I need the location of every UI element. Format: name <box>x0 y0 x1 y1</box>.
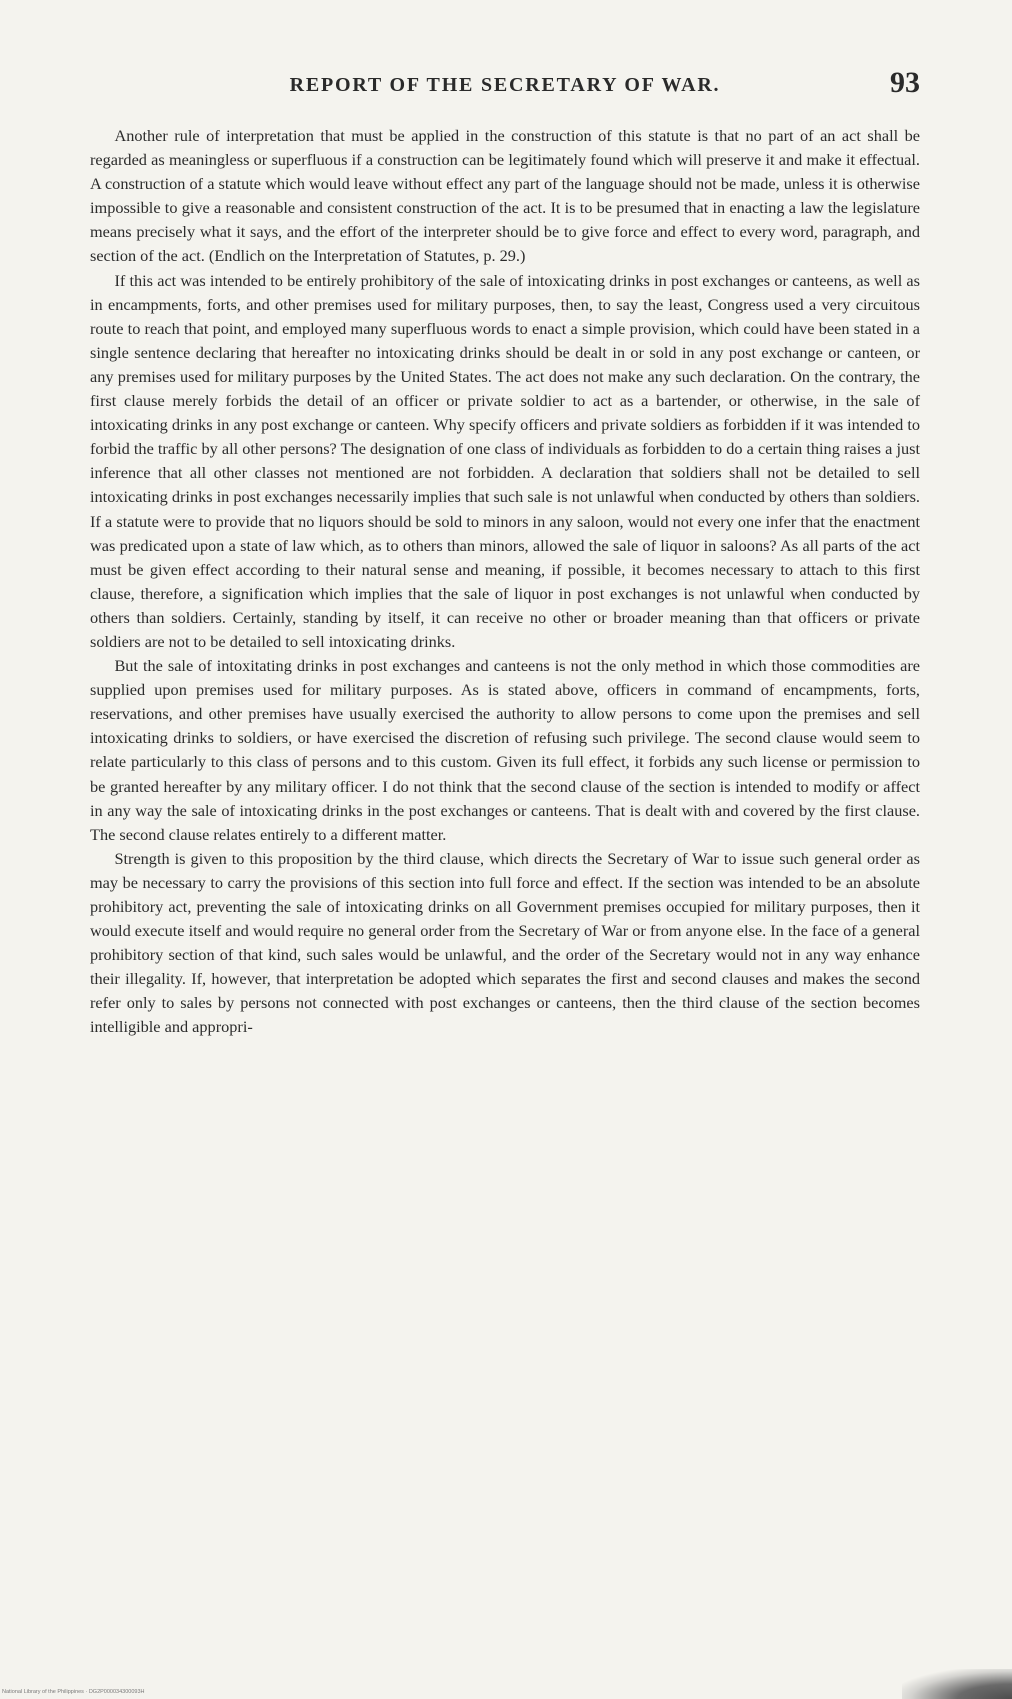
paragraph: If this act was intended to be entirely prohibitory of the sale of intoxicating drinks in post exchanges or canteens, as well as in encampments, forts, and other premises used for military purposes, then, to say the least, Congress used a very circuitous route to reach that point, and employed many superfluous words to enact a simple provision, which could have been stated in a single sentence declaring that hereafter no intoxicating drinks should be dealt in or sold in any post exchange or canteen, or any premises used for military purposes by the United States. The act does not make any such declaration. On the contrary, the first clause merely forbids the detail of an officer or private soldier to act as a bartender, or otherwise, in the sale of intoxicating drinks in any post exchange or canteen. Why specify officers and private soldiers as forbidden if it was intended to forbid the traffic by all other persons? The designation of one class of individuals as forbidden to do a certain thing raises a just inference that all other classes not mentioned are not forbidden. A declaration that soldiers shall not be detailed to sell intoxicating drinks in post exchanges necessarily implies that such sale is not unlawful when conducted by others than soldiers. If a statute were to provide that no liquors should be sold to minors in any saloon, would not every one infer that the enactment was predicated upon a state of law which, as to others than minors, allowed the sale of liquor in saloons? As all parts of the act must be given effect according to their natural sense and meaning, if possible, it becomes necessary to attach to this first clause, therefore, a signification which implies that the sale of liquor in post exchanges is not unlawful when conducted by others than soldiers. Certainly, standing by itself, it can receive no other or broader meaning than that officers or private soldiers are not to be detailed to sell intoxicating drinks. <box>90 270 920 651</box>
page-header <box>90 66 920 106</box>
library-stamp: National Library of the Philippines · DG2P000034300093H <box>2 1689 145 1695</box>
paragraph: But the sale of intoxitating drinks in post exchanges and canteens is not the only method in which those commodities are supplied upon premises used for military purposes. As is stated above, officers in command of encampments, forts, reservations, and other premises have usually exercised the authority to allow persons to come upon the premises and sell intoxicating drinks to soldiers, or have exercised the discretion of refusing such privilege. The second clause would seem to relate particularly to this class of persons and to this custom. Given its full effect, it forbids any such license or permission to be granted hereafter by any military officer. I do not think that the second clause of the section is intended to modify or affect in any way the sale of intoxicating drinks in the post exchanges or canteens. That is dealt with and covered by the first clause. The second clause relates entirely to a different matter. <box>90 656 920 844</box>
page-number: 93 <box>890 66 920 99</box>
paragraph: Another rule of interpretation that must be applied in the construction of this statute is that no part of an act shall be regarded as meaningless or superfluous if a construction can be legitimately found which will preserve it and make it effectual. A construction of a statute which would leave without effect any part of the language should not be made, unless it is otherwise impossible to give a reasonable and consistent construction of the act. It is to be presumed that in enacting a law the legislature means precisely what it says, and the effort of the interpreter should be to give force and effect to every word, paragraph, and section of the act. (Endlich on the Interpretation of Statutes, p. 29.) <box>90 126 920 266</box>
body-text <box>90 124 920 1040</box>
scan-corner-shadow <box>902 1669 1012 1699</box>
paragraph: Strength is given to this proposition by the third clause, which directs the Secretary of War to issue such general order as may be necessary to carry the provisions of this section into full force and effect. If the section was intended to be an absolute prohibitory act, preventing the sale of intoxicating drinks on all Government premises occupied for military purposes, then it would execute itself and would require no general order from the Secretary of War or from anyone else. In the face of a general prohibitory section of that kind, such sales would be unlawful, and the order of the Secretary would not in any way enhance their illegality. If, however, that interpretation be adopted which separates the first and second clauses and makes the second refer only to sales by persons not connected with post exchanges or canteens, then the third clause of the section becomes intelligible and appropri- <box>90 848 920 1037</box>
running-head-title: REPORT OF THE SECRETARY OF WAR. <box>289 74 721 96</box>
